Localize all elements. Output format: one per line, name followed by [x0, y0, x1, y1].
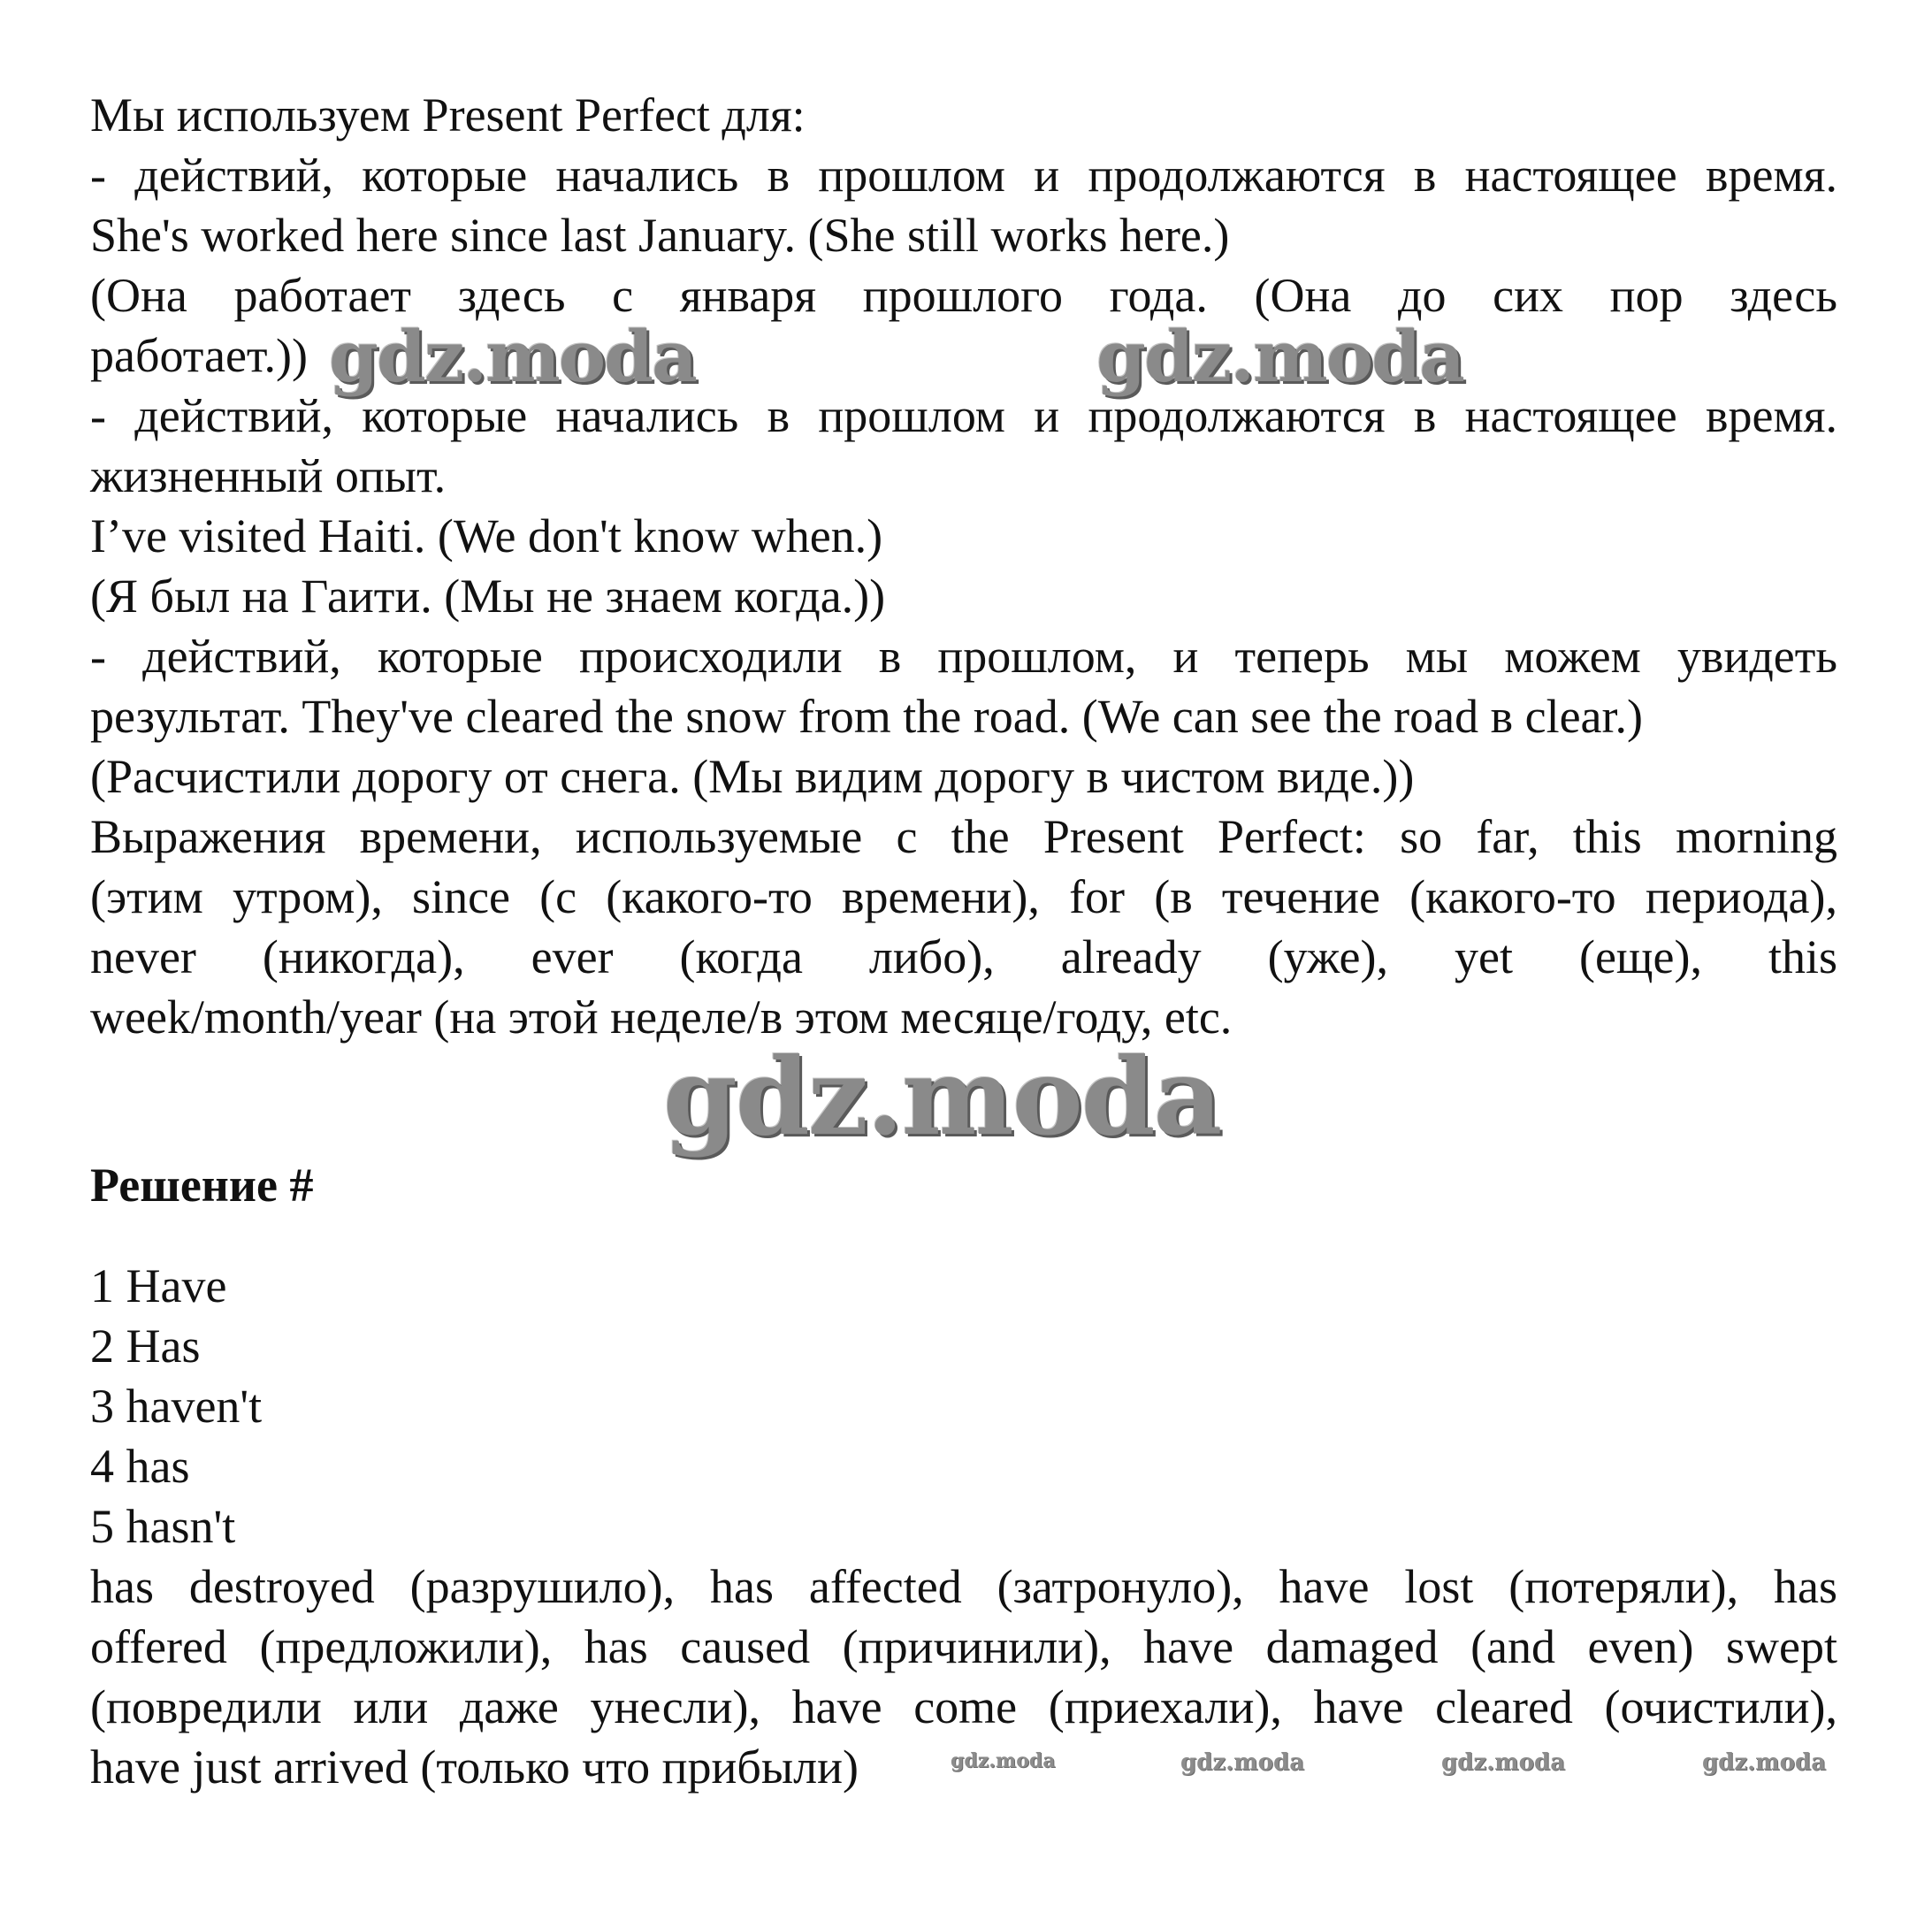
- theory-line-example-2: I’ve visited Haiti. (We don't know when.): [90, 509, 883, 562]
- theory-line-example-1: She's worked here since last January. (She still works here.): [90, 209, 1230, 262]
- answer-item: 1 Have: [90, 1259, 227, 1312]
- watermark-logo-small: gdz.moda: [1702, 1749, 1827, 1776]
- watermark-logo-small: gdz.moda: [1441, 1749, 1566, 1776]
- theory-line-rule-3: - действий, которые происходили в прошлом, и теперь мы можем увидеть: [90, 630, 1837, 683]
- theory-line-expressions-2: (этим утром), since (с (какого-то времени), for (в течение (какого-то периода),: [90, 870, 1837, 923]
- theory-line-translation-3: (Расчистили дорогу от снега. (Мы видим дорогу в чистом виде.)): [90, 750, 1415, 803]
- solution-paragraph-line: has destroyed (разрушило), has affected (затронуло), have lost (потеряли), has: [90, 1560, 1837, 1613]
- watermark-logo: gdz.moda: [1096, 315, 1463, 398]
- theory-line-translation-1b: работает.)): [90, 329, 308, 382]
- watermark-logo: gdz.moda: [329, 315, 696, 398]
- theory-line-expressions-1: Выражения времени, используемые с the Present Perfect: so far, this morning: [90, 810, 1837, 863]
- theory-line-expressions-3: never (никогда), ever (когда либо), already (уже), yet (еще), this: [90, 930, 1837, 983]
- watermark-logo: gdz.moda: [663, 1035, 1221, 1159]
- theory-line-example-3: результат. They've cleared the snow from the road. (We can see the road в clear.): [90, 690, 1644, 743]
- watermark-logo-small: gdz.moda: [1180, 1749, 1305, 1776]
- theory-line-rule-2b: жизненный опыт.: [90, 449, 447, 502]
- solution-paragraph-line: (повредили или даже унесли), have come (приехали), have cleared (очистили),: [90, 1680, 1837, 1733]
- answer-item: 5 hasn't: [90, 1500, 236, 1553]
- answer-item: 4 has: [90, 1440, 190, 1493]
- solution-paragraph-line: have just arrived (только что прибыли): [90, 1740, 859, 1794]
- answer-item: 3 haven't: [90, 1380, 263, 1433]
- theory-line-rule-1: - действий, которые начались в прошлом и продолжаются в настоящее время.: [90, 149, 1837, 202]
- solution-heading: Решение #: [90, 1159, 314, 1212]
- theory-line-intro: Мы используем Present Perfect для:: [90, 88, 806, 142]
- watermark-logo-small: gdz.moda: [951, 1749, 1056, 1772]
- solution-paragraph-line: offered (предложили), has caused (причинили), have damaged (and even) swept: [90, 1620, 1837, 1673]
- theory-line-translation-2: (Я был на Гаити. (Мы не знаем когда.)): [90, 570, 886, 623]
- theory-line-rule-2: - действий, которые начались в прошлом и продолжаются в настоящее время.: [90, 389, 1837, 442]
- answer-item: 2 Has: [90, 1320, 201, 1373]
- theory-line-expressions-4: week/month/year (на этой неделе/в этом месяце/году, etc.: [90, 991, 1233, 1044]
- theory-line-translation-1a: (Она работает здесь с января прошлого года. (Она до сих пор здесь: [90, 269, 1837, 322]
